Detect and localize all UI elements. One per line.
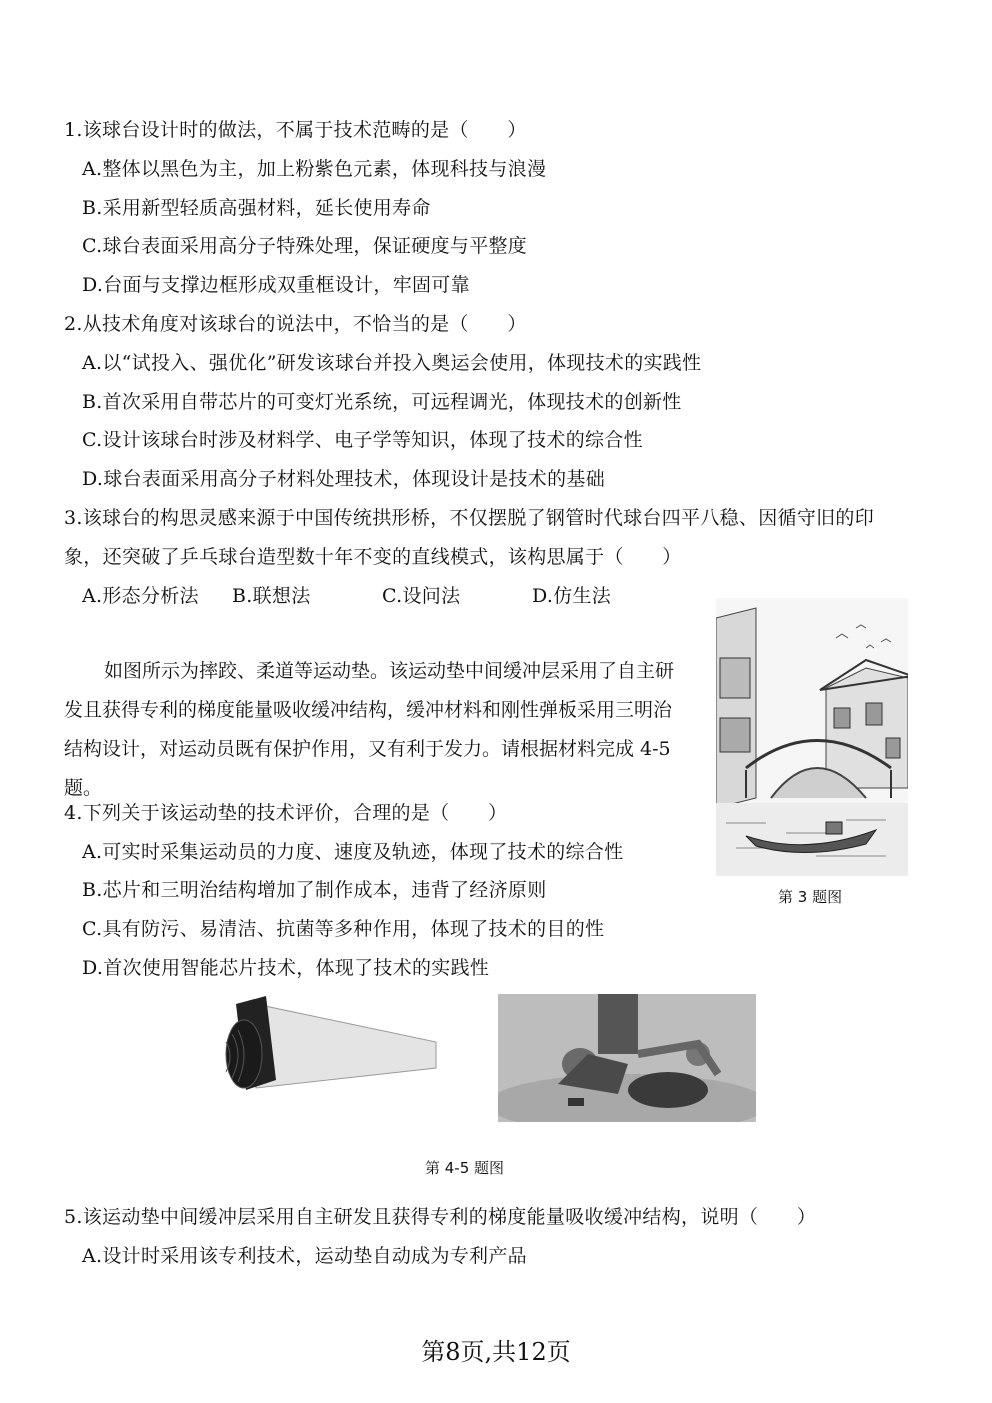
page-footer: 第8页,共12页 [421,1338,571,1366]
material-line-1: 如图所示为摔跤、柔道等运动垫。该运动垫中间缓冲层采用了自主研 [104,660,675,682]
wrestling-photo-figure [498,994,756,1122]
q1-option-b: B.采用新型轻质高强材料，延长使用寿命 [82,197,431,219]
material-line-4: 题。 [64,777,103,799]
q4-option-a: A.可实时采集运动员的力度、速度及轨迹，体现了技术的综合性 [82,841,624,863]
q2-option-d: D.球台表面采用高分子材料处理技术，体现设计是技术的基础 [82,468,605,490]
figure-4-5-caption: 第 4-5 题图 [425,1159,505,1177]
q3-options [82,584,682,608]
q5-stem: 5.该运动垫中间缓冲层采用自主研发且获得专利的梯度能量吸收缓冲结构，说明（ ） [64,1206,817,1228]
q4-option-c: C.具有防污、易清洁、抗菌等多种作用，体现了技术的目的性 [82,918,605,940]
q5-option-a: A.设计时采用该专利技术，运动垫自动成为专利产品 [82,1245,527,1267]
q3-option-b: B.联想法 [232,585,311,607]
q2-option-c: C.设计该球台时涉及材料学、电子学等知识，体现了技术的综合性 [82,429,643,451]
q2-option-b: B.首次采用自带芯片的可变灯光系统，可远程调光，体现技术的创新性 [82,391,682,413]
q1-option-c: C.球台表面采用高分子特殊处理，保证硬度与平整度 [82,235,528,257]
q3-option-a: A.形态分析法 [82,585,199,607]
rolled-mat-figure [216,994,440,1094]
q1-stem: 1.该球台设计时的做法，不属于技术范畴的是（ ） [64,119,527,141]
q1-option-a: A.整体以黑色为主，加上粉紫色元素，体现科技与浪漫 [82,158,547,180]
q4-stem: 4.下列关于该运动垫的技术评价，合理的是（ ） [64,802,508,824]
bridge-sketch-figure [716,598,908,876]
material-paragraph [64,652,704,808]
q4-option-b: B.芯片和三明治结构增加了制作成本，违背了经济原则 [82,879,547,901]
material-line-2: 发且获得专利的梯度能量吸收缓冲结构，缓冲材料和刚性弹板采用三明治 [64,699,673,721]
q4-option-d: D.首次使用智能芯片技术，体现了技术的实践性 [82,957,490,979]
material-line-3: 结构设计，对运动员既有保护作用，又有利于发力。请根据材料完成 4-5 [64,738,671,760]
q1-option-d: D.台面与支撑边框形成双重框设计，牢固可靠 [82,274,470,296]
q3-option-c: C.设问法 [382,585,461,607]
q3-stem-line1: 3.该球台的构思灵感来源于中国传统拱形桥，不仅摆脱了钢管时代球台四平八稳、因循守旧的印 [64,507,875,529]
q3-option-d: D.仿生法 [532,585,612,607]
q2-stem: 2.从技术角度对该球台的说法中，不恰当的是（ ） [64,313,527,335]
q2-option-a: A.以“试投入、强优化”研发该球台并投入奥运会使用，体现技术的实践性 [82,352,702,374]
figure-3-caption: 第 3 题图 [778,888,843,906]
q3-stem-line2: 象，还突破了乒乓球台造型数十年不变的直线模式，该构思属于（ ） [64,546,682,568]
